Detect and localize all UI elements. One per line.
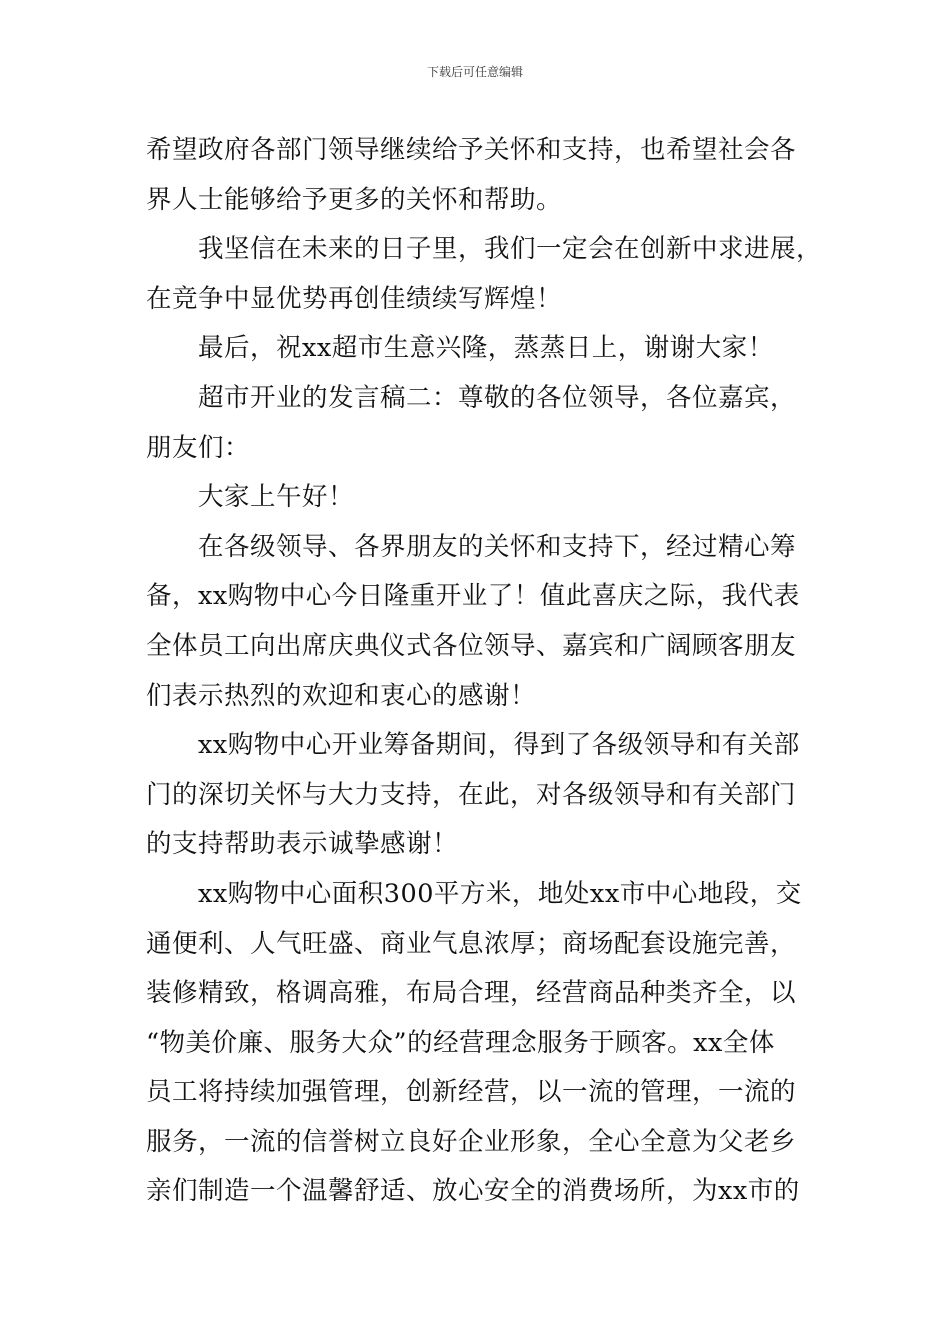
page-header-note: 下载后可任意编辑 [426, 65, 523, 79]
text-line: 朋友们： [146, 432, 251, 463]
text-line: 最后，祝xx超市生意兴隆，蒸蒸日上，谢谢大家！ [198, 333, 774, 364]
document-body [146, 126, 836, 1217]
text-line: 服务，一流的信誉树立良好企业形象，全心全意为父老乡 [146, 1126, 797, 1157]
text-line: 装修精致，格调高雅，布局合理，经营商品种类齐全，以 [146, 978, 797, 1009]
text-line: xx购物中心开业筹备期间，得到了各级领导和有关部 [198, 730, 800, 761]
text-line: 我坚信在未来的日子里，我们一定会在创新中求进展， [198, 234, 823, 265]
text-line: 希望政府各部门领导继续给予关怀和支持，也希望社会各 [146, 135, 797, 165]
text-line: 在各级领导、各界朋友的关怀和支持下，经过精心筹 [198, 531, 797, 562]
text-line: 门的深切关怀与大力支持，在此，对各级领导和有关部门 [146, 779, 797, 810]
text-line: 员工将持续加强管理，创新经营，以一流的管理，一流的 [146, 1077, 797, 1108]
text-line: 亲们制造一个温馨舒适、放心安全的消费场所，为xx市的 [146, 1176, 800, 1207]
text-line: 备，xx购物中心今日隆重开业了！值此喜庆之际，我代表 [146, 581, 800, 612]
text-line: 大家上午好！ [198, 482, 355, 513]
text-line: 全体员工向出席庆典仪式各位领导、嘉宾和广阔顾客朋友 [146, 630, 797, 661]
text-line: 界人士能够给予更多的关怀和帮助。 [146, 184, 563, 215]
text-line: “物美价廉、服务大众”的经营理念服务于顾客。xx全体 [146, 1027, 775, 1058]
text-line: xx购物中心面积300平方米，地处xx市中心地段，交 [198, 878, 802, 909]
text-line: 超市开业的发言稿二：尊敬的各位领导，各位嘉宾， [198, 382, 797, 413]
text-line: 通便利、人气旺盛、商业气息浓厚；商场配套设施完善， [146, 928, 797, 959]
text-line: 在竞争中显优势再创佳绩续写辉煌！ [146, 283, 563, 314]
text-line: 们表示热烈的欢迎和衷心的感谢！ [146, 680, 537, 711]
text-line: 的支持帮助表示诚挚感谢！ [146, 829, 459, 860]
